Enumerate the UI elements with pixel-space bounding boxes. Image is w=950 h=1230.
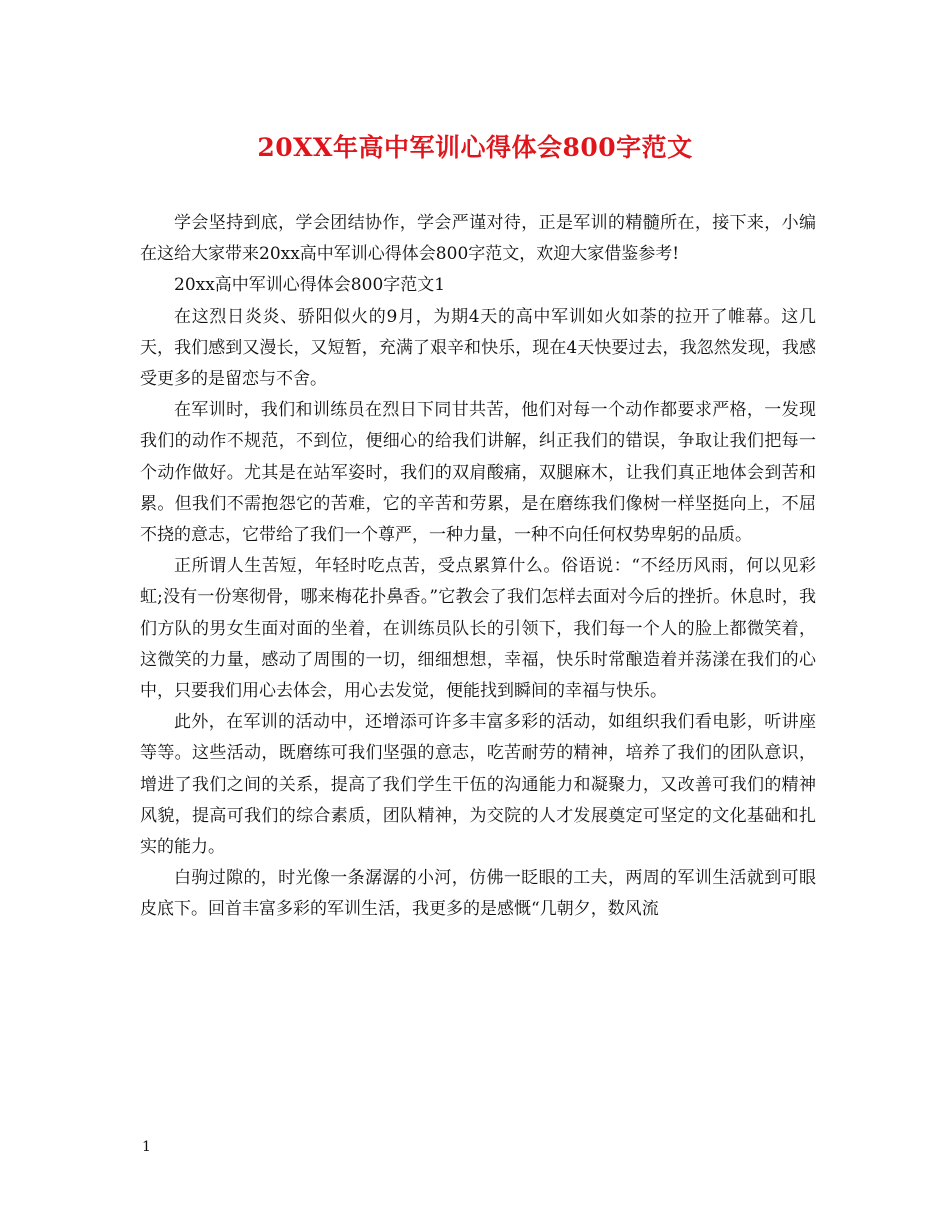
body-paragraph-4: 此外，在军训的活动中，还增添可许多丰富多彩的活动，如组织我们看电影，听讲座等等。这些活动，既磨练可我们坚强的意志，吃苦耐劳的精神，培养了我们的团队意识，增进了我们之间的关系，提高了我们学生干伍的沟通能力和凝聚力，又改善可我们的精神风貌，提高可我们的综合素质，团队精神，为交院的人才发展奠定可坚定的文化基础和扎实的能力。 bbox=[140, 712, 816, 858]
body-paragraph-5: 白驹过隙的，时光像一条潺潺的小河，仿佛一眨眼的工夫，两周的军训生活就到可眼皮底下。回首丰富多彩的军训生活，我更多的是感慨“几朝夕，数风流 bbox=[140, 868, 816, 920]
document-body bbox=[140, 208, 816, 926]
page-number: 1 bbox=[142, 1139, 151, 1155]
section-heading: 20xx高中军训心得体会800字范文1 bbox=[174, 275, 446, 296]
document-title: 20XX年高中军训心得体会800字范文 bbox=[257, 133, 693, 162]
intro-paragraph: 学会坚持到底，学会团结协作，学会严谨对待，正是军训的精髓所在，接下来，小编在这给大家带来20xx高中军训心得体会800字范文，欢迎大家借鉴参考! bbox=[140, 213, 816, 265]
body-paragraph-3: 正所谓人生苦短，年轻时吃点苦，受点累算什么。俗语说：“不经历风雨，何以见彩虹;没有一份寒彻骨，哪来梅花扑鼻香。”它教会了我们怎样去面对今后的挫折。休息时，我们方队的男女生面对面的坐着，在训练员队长的引领下，我们每一个人的脸上都微笑着，这微笑的力量，感动了周围的一切，细细想想，幸福，快乐时常酿造着并荡漾在我们的心中，只要我们用心去体会，用心去发觉，便能找到瞬间的幸福与快乐。 bbox=[140, 556, 816, 702]
body-paragraph-1: 在这烈日炎炎、骄阳似火的9月，为期4天的高中军训如火如荼的拉开了帷幕。这几天，我们感到又漫长，又短暂，充满了艰辛和快乐，现在4天快要过去，我忽然发现，我感受更多的是留恋与不舍。 bbox=[140, 306, 816, 390]
body-paragraph-2: 在军训时，我们和训练员在烈日下同甘共苦，他们对每一个动作都要求严格，一发现我们的动作不规范，不到位，便细心的给我们讲解，纠正我们的错误，争取让我们把每一个动作做好。尤其是在站军姿时，我们的双肩酸痛，双腿麻木，让我们真正地体会到苦和累。但我们不需抱怨它的苦难，它的辛苦和劳累，是在磨练我们像树一样坚挺向上，不屈不挠的意志，它带给了我们一个尊严，一种力量，一种不向任何权势卑躬的品质。 bbox=[140, 400, 816, 546]
